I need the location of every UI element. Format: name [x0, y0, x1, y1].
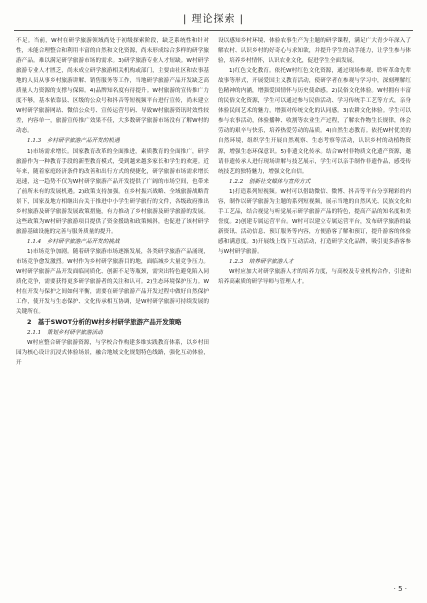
paragraph: 1)市场需求增长。国家教育改革的全面推进，素质教育的全面推广，研学旅游作为一种教育手段的新型教育模式，受到越来越多家长和学生的欢迎。近年来，随着家庭经济条件的改善和出行方式的便捷化，研学旅游市场需求增长迅速，这一趋势不仅为W村研学旅游产品开发提供了广阔的市场空间，也带来了前所未有的发展机遇。2)政策支持加强。在乡村振兴战略、全域旅游战略背景下，国家及地方相继出台关于推进中小学生研学旅行的文件，各级政府推出乡村旅游及研学旅游发展政策措施，有力推动了乡村旅游及研学旅游的发展。这些政策为W村研学旅游项目提供了资金援助和政策倾斜，也促进了该村研学旅游基础设施的完善与服务质量的提升。 [16, 148, 209, 235]
right-text-column [218, 36, 411, 287]
paragraph: W村应整合研学旅游资源，与学校合作构建多维实践教育体系，以乡村田园为核心设计沉浸式体验场景，融合地域文化规划特色线路，强化互动体验，开 [16, 340, 209, 367]
section-heading: 1.2.3 培养研学旅游人才 [229, 259, 294, 266]
left-text-column [16, 36, 209, 369]
paragraph: 设以感知乡村环境、体验农事生产为主题的研学课程，满足广大青少年深入了解农村、认识乡村的好奇心与求知欲，并提升学生的动手能力，让学生参与体验，培养乡村情怀，认识农业文化，促进学生全面发展。 [218, 38, 411, 65]
section-heading: 2.1.1 策划乡村研学旅游活动 [27, 330, 103, 337]
paragraph: 1)红色文化教育。依托W村红色文化资源，通过现场参观、聆听革命先辈故事等形式，开展爱国主义教育活动，使研学者在参观与学习中，深刻理解红色精神的内涵，增强爱国情怀与历史使命感。2)民俗文化体验。W村拥有丰富的民俗文化资源，学生可以通过参与民俗活动、学习传统手工艺等方式，亲身体验民间艺术的魅力，增强对传统文化的认同感。3)农耕文化体验。学生可以参与农事活动，体验播种、收割等农业生产过程，了解农作物生长规律，体会劳动的艰辛与快乐，培养热爱劳动的品质。4)自然生态教育。依托W村优美的自然环境，组织学生开展自然观察、生态考察等活动，认识乡村的动植物资源，增强生态环保意识。5)非遗文化传承。结合W村非物质文化遗产资源，邀请非遗传承人进行现场讲解与技艺展示，学生可以亲手制作非遗作品，感受传统技艺的独特魅力，增强文化自信。 [218, 68, 411, 175]
section-header: | 理论探索 | [182, 14, 245, 25]
section-heading: 2 基于SWOT分析的W村乡村研学旅游产品开发策略 [27, 318, 182, 327]
section-heading: 1.1.3 乡村研学旅游产品开发的机遇 [27, 138, 120, 145]
section-heading: 1.2.2 创新社交媒体与宣传方式 [229, 178, 311, 185]
paragraph: 1)市场竞争加剧。随着研学旅游市场逐渐发展，各类研学旅游产品涌现，市场竞争愈发激烈。W村作为乡村研学旅游目的地，面临城乡大量竞争压力。W村研学旅游产品开发面临同质化、创新不足等瓶颈，需突出特色避免陷入同质化竞争，需要获得更多研学旅游者的关注和认可。2)生态环境保护压力。W村在开发与保护之间如何平衡，需要在研学旅游产品开发过程中做好自然保护工作，使开发与生态保护、文化传承相互协调，是W村研学旅游可持续发展的关键所在。 [16, 248, 209, 316]
paragraph: 不足。当前，W村在研学旅游领域尚处于初级探索阶段，缺乏系统性和针对性，未能合理整合和利用丰富的自然和文化资源，尚未形成综合多样的研学旅游产品。难以满足研学旅游市场的需求。3)研学旅游专业人才短缺。W村研学旅游专业人才匮乏，尚未成立研学旅游相关机构或部门，主要由社区和农事基地的人员从事乡村旅游讲解、销售服务等工作，当地研学旅游产品开发缺乏高质量人力资源的支撑与保障。4)品牌知名度有待提升。W村旅游的宣传推广力度不够，基本依靠县、区级的公众号和抖音等短视频平台进行宣传，尚未建立W村研学旅游网站、微信公众号、宣传运营号码、导致W村旅游资讯时效性较差，内容单一，旅游宣传推广效果不佳，大多数研学旅游市场没有了解W村的动态。 [16, 38, 209, 135]
header-divider [14, 30, 413, 31]
section-heading: 1.1.4 乡村研学旅游产品开发的挑战 [27, 238, 120, 245]
paragraph: W村应加大对研学旅游人才的培养力度，与高校及专业机构合作，引进和培养高素质的研学导师与管理人才。 [218, 269, 411, 286]
paragraph: 1)打造系列短视频。W村可以借助微信、微博、抖音等平台分享精彩的内容，制作以研学旅游为主题的系列短视频，展示当地的自然风光、民族文化和手工艺品，结合视觉与听觉展示研学旅游产品的特色，提高产品的知名度和美誉度。2)创建专属运营平台。W村可以建立专属运营平台，发布研学旅游的最新资讯、活动信息、预订服务等内容，方便游客了解和预订，提升游客的体验感和满意度。3)开展线上线下互动活动，打造研学文化品牌，吸引更多游客参与W村研学旅游。 [218, 188, 411, 255]
page-number: · 5 · [393, 585, 407, 593]
